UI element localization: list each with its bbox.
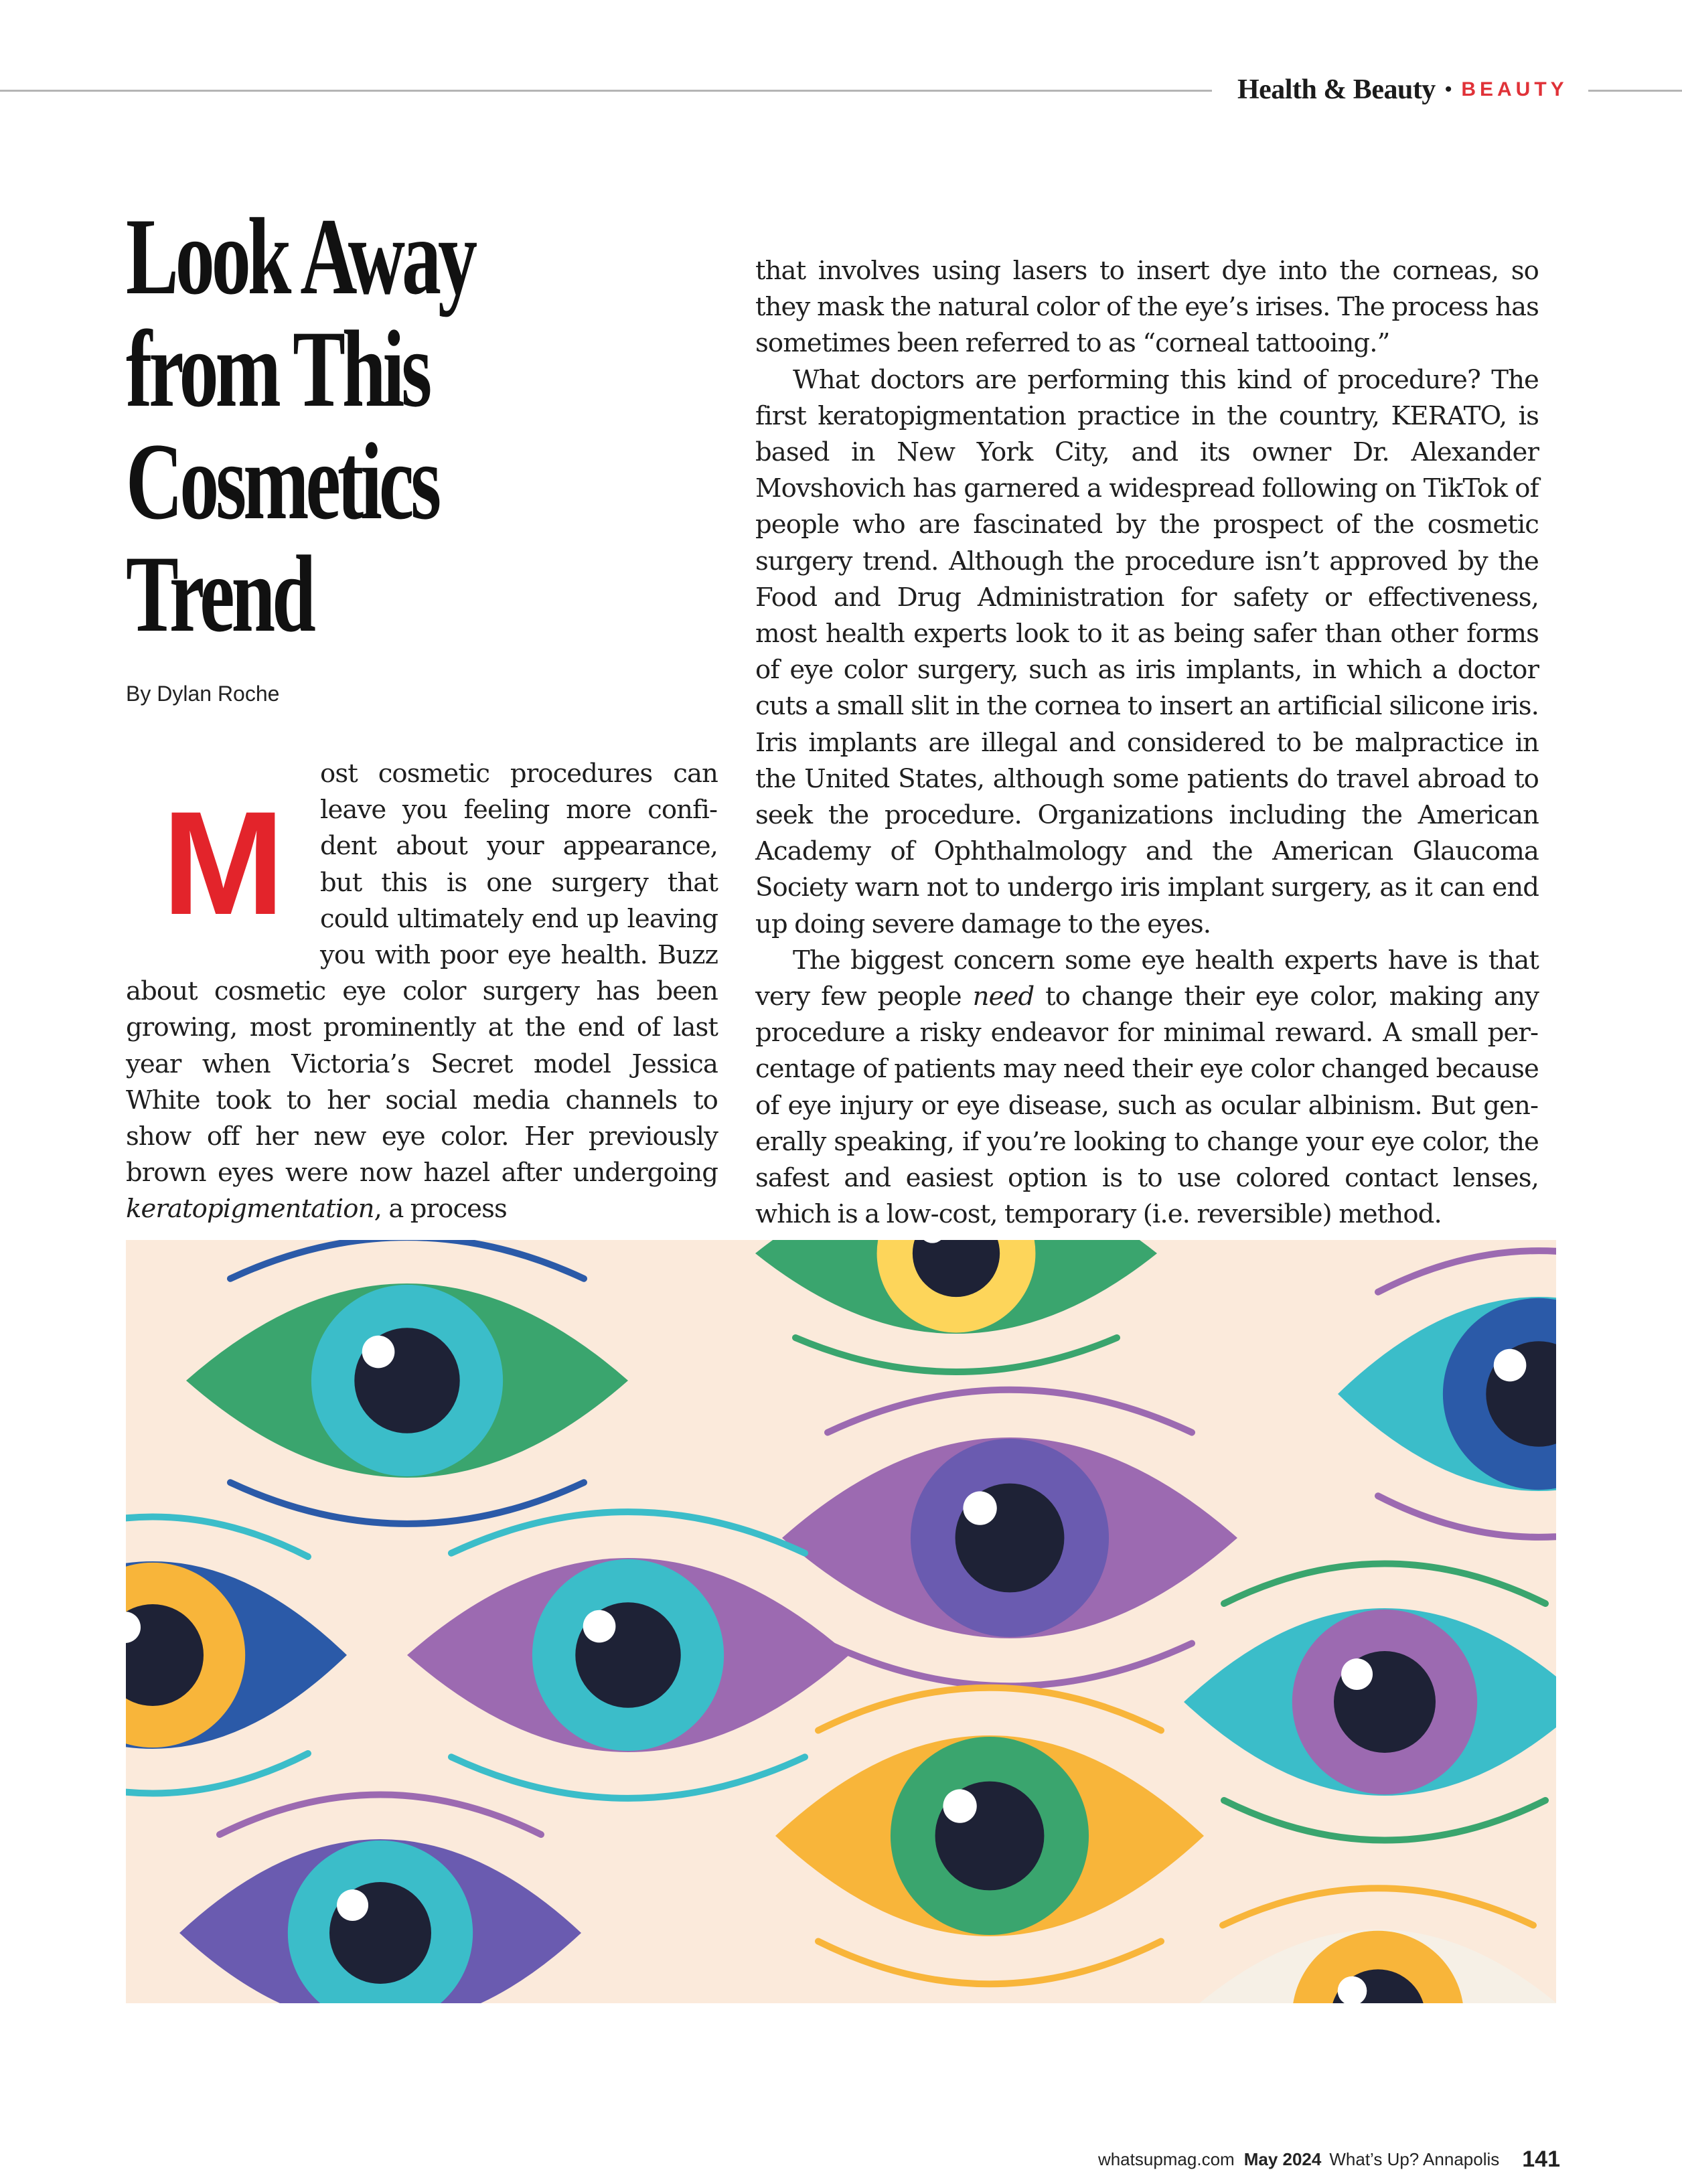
drop-cap: M <box>161 781 285 945</box>
footer-publication: What’s Up? Annapolis <box>1329 2149 1500 2169</box>
eye-highlight <box>362 1336 395 1369</box>
paragraph-emphasis: need <box>972 982 1035 1012</box>
article-column-right <box>755 253 1539 1233</box>
article-headline <box>126 196 560 655</box>
subsection-name: BEAUTY <box>1461 78 1568 100</box>
article-paragraph <box>755 943 1539 1233</box>
eye-highlight <box>583 1610 616 1643</box>
section-separator: • <box>1444 78 1452 100</box>
article-paragraph: What doctors are performing this kind of procedure? The first keratopigmentation practice in the country, KERATO, is based in New York City, and its owner Dr. Alexander Movshovich has garnered a widespread following on TikTok of people who are fascinated by the prospect of the cosmetic surgery trend. Although the procedure isn’t approved by the Food and Drug Administration for safety or effectiveness, most health experts look to it as being safer than other forms of eye color surgery, such as iris implants, in which a doctor cuts a small slit in the cornea to insert an artificial silicone iris. Iris implants are illegal and considered to be malpractice in the United States, although some patients do travel abroad to seek the procedure. Organizations including the American Academy of Ophthalmology and the American Glaucoma Society warn not to undergo iris implant surgery, as it can end up doing severe damage to the eyes. <box>755 364 1539 939</box>
headline-line: Cosmetics <box>126 421 439 542</box>
section-name: Health & Beauty <box>1237 74 1436 105</box>
footer-site: whatsupmag.com <box>1097 2149 1235 2169</box>
eye-highlight <box>1494 1349 1527 1382</box>
eye-highlight <box>943 1789 976 1822</box>
paragraph-text: , a process <box>374 1194 507 1225</box>
eye-highlight <box>1341 1658 1373 1690</box>
headline-line: from This <box>126 309 429 430</box>
headline-line: Trend <box>126 534 313 655</box>
eye-highlight <box>963 1491 996 1525</box>
eyes-pattern-illustration <box>126 1240 1556 2003</box>
page-number: 141 <box>1522 2146 1560 2172</box>
byline: By Dylan Roche <box>126 682 280 706</box>
paragraph-text: to change their eye color, making any procedure a risky endeavor for minimal reward. A small percentage of patients may need their eye color changed because of eye injury or eye disease, such as ocular albinism. But generally speaking, if you’re looking to change your eye color, the safest and easiest option is to use colored contact lenses, which is a low-cost, temporary (i.e. reversible) method. <box>755 982 1539 1230</box>
paragraph-emphasis: keratopigmentation <box>126 1194 374 1225</box>
header-rule-left <box>0 90 1212 92</box>
article-paragraph <box>126 756 718 1228</box>
footer-date: May 2024 <box>1243 2149 1322 2169</box>
section-label <box>1237 66 1572 114</box>
header-rule-right <box>1588 90 1682 92</box>
eye-highlight <box>337 1889 368 1921</box>
paragraph-text: The biggest concern some eye health experts have is that very few people <box>755 945 1539 1012</box>
page-footer <box>1004 2144 1560 2175</box>
article-column-left <box>126 756 718 1228</box>
paragraph-text: ost cosmetic procedures can leave you feeling more confident about your appearance, but this is one surgery that could ultimately end up leaving you with poor eye health. Buzz about cosmetic eye color surgery has been growing, most prominently at the end of last year when Victoria’s Secret model Jessica White took to her social media channels to show off her new eye color. Her previously brown eyes were now hazel after undergoing <box>126 759 718 1188</box>
article-paragraph: that involves using lasers to insert dye into the corneas, so they mask the natural color of the eye’s irises. The process has sometimes been referred to as “corneal tattooing.” <box>755 256 1539 359</box>
headline-line: Look Away <box>126 196 475 317</box>
